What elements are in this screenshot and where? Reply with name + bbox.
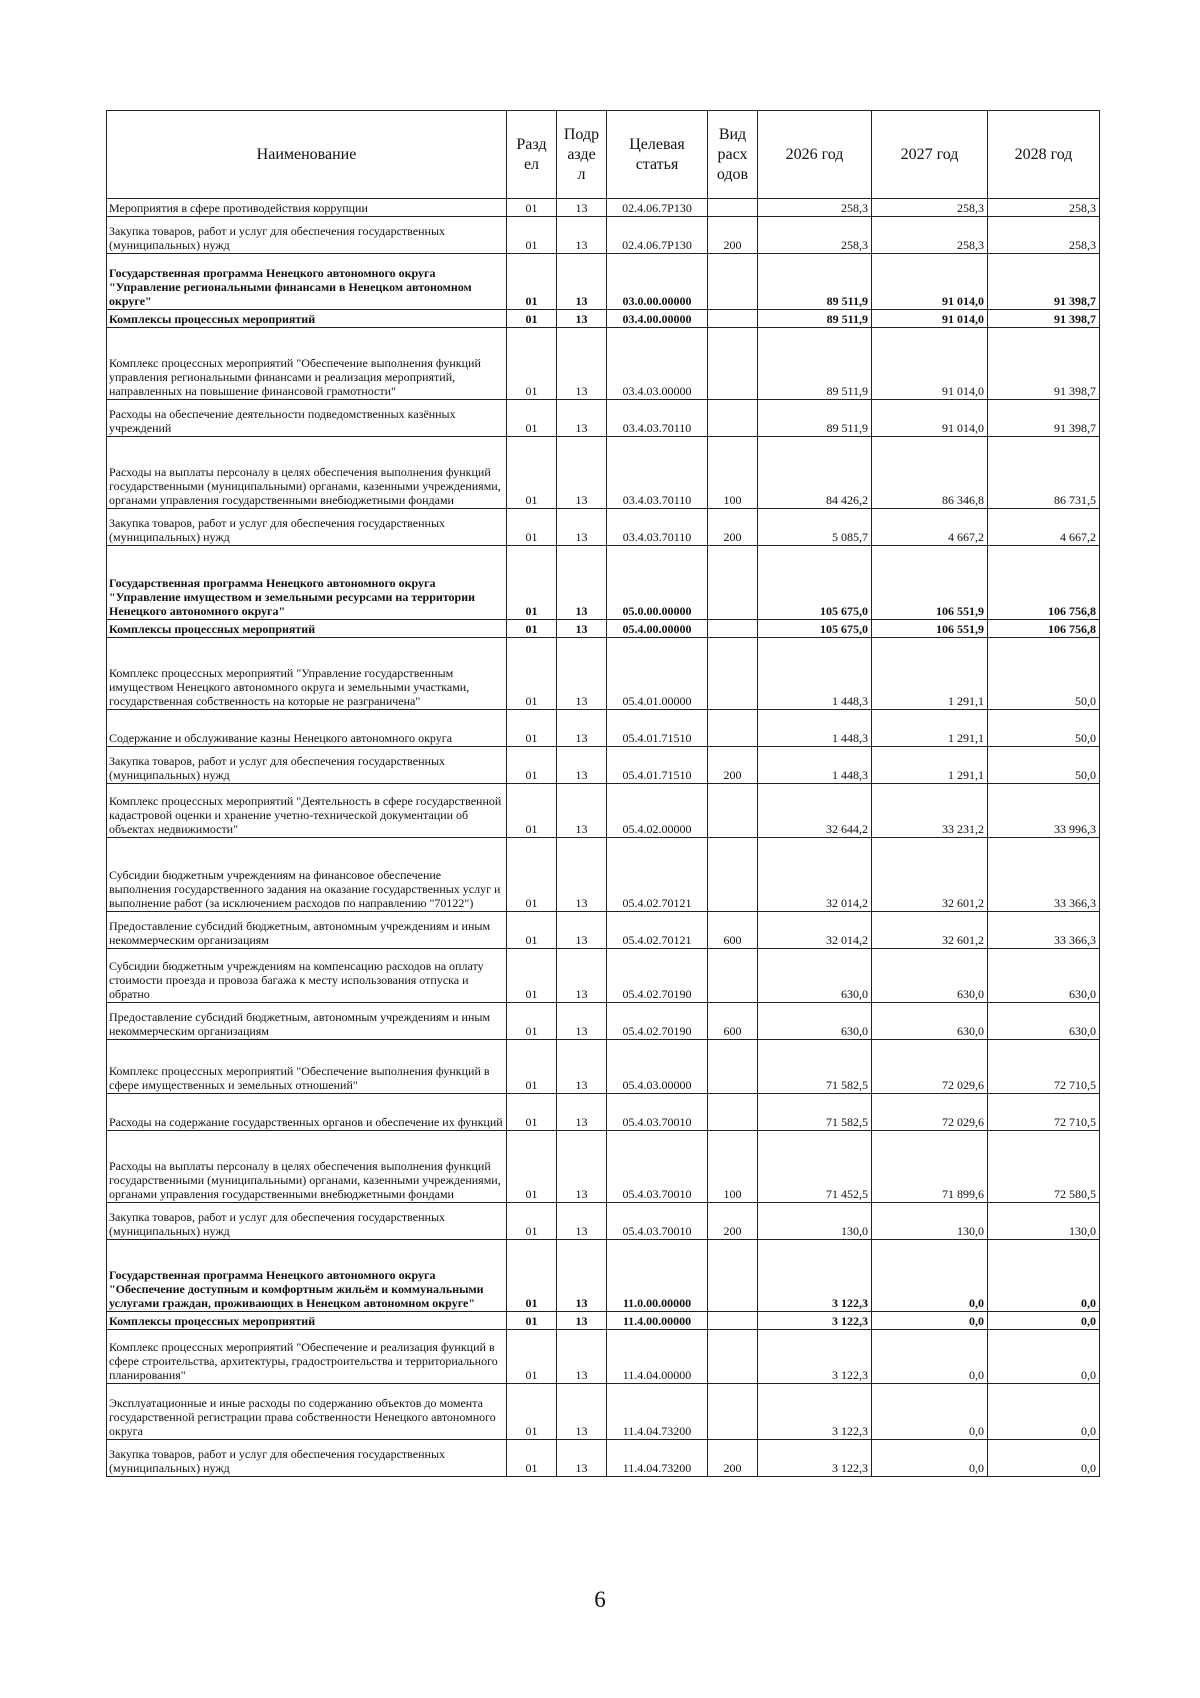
row-name: Расходы на обеспечение деятельности подведомственных казённых учреждений: [107, 400, 507, 437]
row-target-article: 05.4.01.71510: [607, 710, 708, 747]
row-target-article: 11.4.00.00000: [607, 1312, 708, 1330]
table-row: [107, 546, 1100, 620]
row-expense-type: 200: [708, 1440, 758, 1477]
row-name: Закупка товаров, работ и услуг для обеспечения государственных (муниципальных) нужд: [107, 1440, 507, 1477]
row-subsection: 13: [557, 400, 607, 437]
table-body: [107, 199, 1100, 1477]
row-section: 01: [507, 1312, 557, 1330]
row-value-2028: 50,0: [988, 747, 1100, 784]
row-name: Мероприятия в сфере противодействия коррупции: [107, 199, 507, 217]
row-target-article: 05.4.03.00000: [607, 1040, 708, 1094]
row-value-2028: 86 731,5: [988, 437, 1100, 509]
row-name: Государственная программа Ненецкого автономного округа "Управление региональными финансами в Ненецком автономном округе": [107, 254, 507, 310]
row-section: 01: [507, 710, 557, 747]
row-value-2027: 0,0: [872, 1330, 988, 1384]
row-name: Закупка товаров, работ и услуг для обеспечения государственных (муниципальных) нужд: [107, 747, 507, 784]
header-year-2026: 2026 год: [758, 111, 872, 199]
row-section: 01: [507, 199, 557, 217]
row-expense-type: 600: [708, 1003, 758, 1040]
row-name: Эксплуатационные и иные расходы по содержанию объектов до момента государственной регистрации права собственности Ненецкого автономного округа: [107, 1384, 507, 1440]
row-name: Субсидии бюджетным учреждениям на финансовое обеспечение выполнения государственного задания на оказание государственных услуг и выполнение работ (за исключением расходов по направлению "70122"): [107, 838, 507, 912]
row-section: 01: [507, 784, 557, 838]
row-value-2026: 89 511,9: [758, 328, 872, 400]
row-subsection: 13: [557, 620, 607, 638]
row-value-2028: 72 710,5: [988, 1040, 1100, 1094]
table-row: [107, 217, 1100, 254]
row-subsection: 13: [557, 310, 607, 328]
row-expense-type: 200: [708, 217, 758, 254]
row-target-article: 11.4.04.73200: [607, 1384, 708, 1440]
row-target-article: 03.4.03.00000: [607, 328, 708, 400]
page-number: 6: [594, 1587, 606, 1612]
row-value-2028: 0,0: [988, 1240, 1100, 1312]
row-value-2027: 71 899,6: [872, 1131, 988, 1203]
row-value-2028: 72 580,5: [988, 1131, 1100, 1203]
row-target-article: 05.4.01.71510: [607, 747, 708, 784]
row-subsection: 13: [557, 254, 607, 310]
row-expense-type: [708, 546, 758, 620]
table-row: [107, 328, 1100, 400]
row-section: 01: [507, 217, 557, 254]
row-value-2026: 630,0: [758, 949, 872, 1003]
row-value-2028: 91 398,7: [988, 254, 1100, 310]
row-value-2028: 50,0: [988, 710, 1100, 747]
table-row: [107, 1330, 1100, 1384]
row-value-2026: 1 448,3: [758, 710, 872, 747]
row-name: Комплексы процессных мероприятий: [107, 1312, 507, 1330]
row-target-article: 05.4.03.70010: [607, 1094, 708, 1131]
row-section: 01: [507, 546, 557, 620]
row-section: 01: [507, 1094, 557, 1131]
row-value-2026: 105 675,0: [758, 620, 872, 638]
row-value-2028: 630,0: [988, 949, 1100, 1003]
table-row: [107, 1203, 1100, 1240]
row-value-2026: 32 644,2: [758, 784, 872, 838]
row-value-2027: 1 291,1: [872, 747, 988, 784]
row-section: 01: [507, 310, 557, 328]
row-value-2027: 86 346,8: [872, 437, 988, 509]
table-row: [107, 1240, 1100, 1312]
row-value-2028: 258,3: [988, 217, 1100, 254]
row-value-2027: 0,0: [872, 1440, 988, 1477]
row-name: Комплексы процессных мероприятий: [107, 310, 507, 328]
table-row: [107, 838, 1100, 912]
row-value-2026: 71 452,5: [758, 1131, 872, 1203]
row-subsection: 13: [557, 638, 607, 710]
row-value-2028: 0,0: [988, 1384, 1100, 1440]
header-name: Наименование: [107, 111, 507, 199]
row-expense-type: [708, 328, 758, 400]
row-subsection: 13: [557, 217, 607, 254]
header-target-article: Целевая статья: [607, 111, 708, 199]
row-value-2028: 4 667,2: [988, 509, 1100, 546]
row-subsection: 13: [557, 912, 607, 949]
row-value-2027: 91 014,0: [872, 400, 988, 437]
row-subsection: 13: [557, 1384, 607, 1440]
table-row: [107, 747, 1100, 784]
row-target-article: 03.4.03.70110: [607, 437, 708, 509]
row-name: Субсидии бюджетным учреждениям на компенсацию расходов на оплату стоимости проезда и провоза багажа к месту использования отпуска и обратно: [107, 949, 507, 1003]
table-row: [107, 400, 1100, 437]
row-section: 01: [507, 1131, 557, 1203]
row-subsection: 13: [557, 546, 607, 620]
row-value-2027: 130,0: [872, 1203, 988, 1240]
row-subsection: 13: [557, 1203, 607, 1240]
row-subsection: 13: [557, 747, 607, 784]
row-expense-type: [708, 254, 758, 310]
row-subsection: 13: [557, 1240, 607, 1312]
row-subsection: 13: [557, 1040, 607, 1094]
row-subsection: 13: [557, 199, 607, 217]
row-subsection: 13: [557, 838, 607, 912]
row-value-2026: 3 122,3: [758, 1440, 872, 1477]
row-expense-type: [708, 638, 758, 710]
row-name: Закупка товаров, работ и услуг для обеспечения государственных (муниципальных) нужд: [107, 509, 507, 546]
row-value-2026: 258,3: [758, 199, 872, 217]
row-expense-type: 600: [708, 912, 758, 949]
row-expense-type: [708, 1040, 758, 1094]
row-value-2026: 3 122,3: [758, 1240, 872, 1312]
row-expense-type: [708, 1240, 758, 1312]
row-target-article: 05.4.02.00000: [607, 784, 708, 838]
row-value-2028: 50,0: [988, 638, 1100, 710]
row-subsection: 13: [557, 1440, 607, 1477]
row-subsection: 13: [557, 1330, 607, 1384]
row-value-2027: 630,0: [872, 949, 988, 1003]
row-expense-type: [708, 710, 758, 747]
row-value-2026: 84 426,2: [758, 437, 872, 509]
row-value-2026: 71 582,5: [758, 1040, 872, 1094]
row-target-article: 11.4.04.73200: [607, 1440, 708, 1477]
row-subsection: 13: [557, 1131, 607, 1203]
row-value-2026: 105 675,0: [758, 546, 872, 620]
row-expense-type: [708, 400, 758, 437]
row-value-2027: 106 551,9: [872, 546, 988, 620]
row-value-2027: 33 231,2: [872, 784, 988, 838]
row-value-2028: 130,0: [988, 1203, 1100, 1240]
row-expense-type: [708, 838, 758, 912]
row-target-article: 05.4.03.70010: [607, 1203, 708, 1240]
row-value-2026: 630,0: [758, 1003, 872, 1040]
row-value-2028: 91 398,7: [988, 328, 1100, 400]
table-row: [107, 784, 1100, 838]
table-row: [107, 1131, 1100, 1203]
table-row: [107, 1312, 1100, 1330]
table-header-row: [107, 111, 1100, 199]
row-value-2028: 0,0: [988, 1312, 1100, 1330]
row-name: Комплекс процессных мероприятий "Обеспечение и реализация функций в сфере строительства, архитектуры, градостроительства и территориального планирования": [107, 1330, 507, 1384]
row-value-2027: 258,3: [872, 199, 988, 217]
row-subsection: 13: [557, 328, 607, 400]
table-row: [107, 437, 1100, 509]
row-target-article: 11.4.04.00000: [607, 1330, 708, 1384]
row-value-2028: 33 366,3: [988, 838, 1100, 912]
row-expense-type: [708, 1384, 758, 1440]
row-target-article: 03.0.00.00000: [607, 254, 708, 310]
row-value-2026: 89 511,9: [758, 400, 872, 437]
table-row: [107, 199, 1100, 217]
row-value-2028: 33 996,3: [988, 784, 1100, 838]
row-section: 01: [507, 1003, 557, 1040]
row-target-article: 05.0.00.00000: [607, 546, 708, 620]
row-value-2027: 32 601,2: [872, 912, 988, 949]
row-target-article: 02.4.06.7Р130: [607, 217, 708, 254]
row-expense-type: 200: [708, 1203, 758, 1240]
table-row: [107, 310, 1100, 328]
header-year-2028: 2028 год: [988, 111, 1100, 199]
row-expense-type: [708, 1094, 758, 1131]
row-expense-type: 100: [708, 1131, 758, 1203]
row-expense-type: [708, 949, 758, 1003]
table-row: [107, 620, 1100, 638]
row-value-2026: 3 122,3: [758, 1312, 872, 1330]
row-value-2028: 33 366,3: [988, 912, 1100, 949]
row-expense-type: [708, 620, 758, 638]
row-name: Закупка товаров, работ и услуг для обеспечения государственных (муниципальных) нужд: [107, 1203, 507, 1240]
row-expense-type: [708, 1330, 758, 1384]
row-section: 01: [507, 838, 557, 912]
row-value-2027: 0,0: [872, 1240, 988, 1312]
row-value-2026: 3 122,3: [758, 1384, 872, 1440]
row-expense-type: [708, 784, 758, 838]
row-name: Расходы на выплаты персоналу в целях обеспечения выполнения функций государственными (муниципальными) органами, казенными учреждениями, органами управления государственными внебюджетными фондами: [107, 437, 507, 509]
row-value-2026: 130,0: [758, 1203, 872, 1240]
row-value-2026: 3 122,3: [758, 1330, 872, 1384]
row-section: 01: [507, 254, 557, 310]
row-target-article: 02.4.06.7Р130: [607, 199, 708, 217]
row-section: 01: [507, 1330, 557, 1384]
table-row: [107, 254, 1100, 310]
row-value-2026: 1 448,3: [758, 747, 872, 784]
row-name: Комплекс процессных мероприятий "Управление государственным имуществом Ненецкого автономного округа и земельными участками, государственная собственность на которые не разграничена": [107, 638, 507, 710]
row-target-article: 05.4.03.70010: [607, 1131, 708, 1203]
row-value-2027: 72 029,6: [872, 1040, 988, 1094]
row-name: Предоставление субсидий бюджетным, автономным учреждениям и иным некоммерческим организациям: [107, 912, 507, 949]
table-row: [107, 1003, 1100, 1040]
row-name: Комплекс процессных мероприятий "Обеспечение выполнения функций управления региональными финансами и реализация мероприятий, направленных на повышение финансовой грамотности": [107, 328, 507, 400]
row-target-article: 05.4.02.70190: [607, 1003, 708, 1040]
header-year-2027: 2027 год: [872, 111, 988, 199]
row-value-2027: 630,0: [872, 1003, 988, 1040]
row-value-2027: 91 014,0: [872, 328, 988, 400]
row-value-2027: 258,3: [872, 217, 988, 254]
row-name: Комплекс процессных мероприятий "Обеспечение выполнения функций в сфере имущественных и земельных отношений": [107, 1040, 507, 1094]
row-subsection: 13: [557, 949, 607, 1003]
row-value-2027: 1 291,1: [872, 710, 988, 747]
row-value-2026: 258,3: [758, 217, 872, 254]
row-section: 01: [507, 437, 557, 509]
table-row: [107, 1384, 1100, 1440]
row-section: 01: [507, 1240, 557, 1312]
row-value-2027: 4 667,2: [872, 509, 988, 546]
row-value-2027: 0,0: [872, 1384, 988, 1440]
row-expense-type: 200: [708, 747, 758, 784]
row-target-article: 05.4.02.70121: [607, 838, 708, 912]
row-name: Содержание и обслуживание казны Ненецкого автономного округа: [107, 710, 507, 747]
row-value-2026: 32 014,2: [758, 838, 872, 912]
table-row: [107, 912, 1100, 949]
row-value-2028: 258,3: [988, 199, 1100, 217]
table-row: [107, 1040, 1100, 1094]
row-target-article: 11.0.00.00000: [607, 1240, 708, 1312]
row-section: 01: [507, 509, 557, 546]
row-name: Расходы на содержание государственных органов и обеспечение их функций: [107, 1094, 507, 1131]
row-expense-type: [708, 1312, 758, 1330]
row-section: 01: [507, 328, 557, 400]
row-section: 01: [507, 747, 557, 784]
row-target-article: 05.4.02.70190: [607, 949, 708, 1003]
header-expense-type: Вид расх одов: [708, 111, 758, 199]
row-value-2027: 106 551,9: [872, 620, 988, 638]
row-name: Предоставление субсидий бюджетным, автономным учреждениям и иным некоммерческим организациям: [107, 1003, 507, 1040]
row-name: Расходы на выплаты персоналу в целях обеспечения выполнения функций государственными (муниципальными) органами, казенными учреждениями, органами управления государственными внебюджетными фондами: [107, 1131, 507, 1203]
row-section: 01: [507, 638, 557, 710]
table-row: [107, 1094, 1100, 1131]
row-value-2027: 0,0: [872, 1312, 988, 1330]
row-section: 01: [507, 1440, 557, 1477]
row-value-2026: 32 014,2: [758, 912, 872, 949]
row-target-article: 03.4.00.00000: [607, 310, 708, 328]
row-section: 01: [507, 400, 557, 437]
row-value-2028: 0,0: [988, 1330, 1100, 1384]
row-value-2026: 1 448,3: [758, 638, 872, 710]
row-expense-type: [708, 310, 758, 328]
header-subsection: Подр азде л: [557, 111, 607, 199]
row-target-article: 03.4.03.70110: [607, 509, 708, 546]
row-value-2028: 91 398,7: [988, 400, 1100, 437]
row-name: Комплекс процессных мероприятий "Деятельность в сфере государственной кадастровой оценки и хранение учетно-технической документации об объектах недвижимости": [107, 784, 507, 838]
row-target-article: 05.4.01.00000: [607, 638, 708, 710]
row-subsection: 13: [557, 1312, 607, 1330]
row-value-2027: 32 601,2: [872, 838, 988, 912]
table-row: [107, 1440, 1100, 1477]
row-value-2028: 91 398,7: [988, 310, 1100, 328]
row-name: Государственная программа Ненецкого автономного округа "Управление имуществом и земельными ресурсами на территории Ненецкого автономного округа": [107, 546, 507, 620]
header-section: Разд ел: [507, 111, 557, 199]
row-target-article: 03.4.03.70110: [607, 400, 708, 437]
table-row: [107, 638, 1100, 710]
row-value-2027: 72 029,6: [872, 1094, 988, 1131]
row-subsection: 13: [557, 509, 607, 546]
row-section: 01: [507, 949, 557, 1003]
row-value-2027: 91 014,0: [872, 254, 988, 310]
row-section: 01: [507, 912, 557, 949]
row-expense-type: 100: [708, 437, 758, 509]
row-value-2027: 91 014,0: [872, 310, 988, 328]
row-subsection: 13: [557, 437, 607, 509]
row-value-2026: 5 085,7: [758, 509, 872, 546]
row-expense-type: 200: [708, 509, 758, 546]
budget-table: [106, 110, 1100, 1477]
row-name: Государственная программа Ненецкого автономного округа "Обеспечение доступным и комфортным жильём и коммунальными услугами граждан, проживающих в Ненецком автономном округе": [107, 1240, 507, 1312]
row-section: 01: [507, 1040, 557, 1094]
row-target-article: 05.4.02.70121: [607, 912, 708, 949]
row-value-2028: 630,0: [988, 1003, 1100, 1040]
row-section: 01: [507, 1384, 557, 1440]
row-subsection: 13: [557, 710, 607, 747]
row-expense-type: [708, 199, 758, 217]
row-subsection: 13: [557, 1094, 607, 1131]
row-section: 01: [507, 620, 557, 638]
row-name: Комплексы процессных мероприятий: [107, 620, 507, 638]
row-value-2026: 89 511,9: [758, 254, 872, 310]
row-value-2028: 0,0: [988, 1440, 1100, 1477]
row-name: Закупка товаров, работ и услуг для обеспечения государственных (муниципальных) нужд: [107, 217, 507, 254]
row-subsection: 13: [557, 1003, 607, 1040]
row-subsection: 13: [557, 784, 607, 838]
row-value-2026: 89 511,9: [758, 310, 872, 328]
row-value-2028: 72 710,5: [988, 1094, 1100, 1131]
table-row: [107, 949, 1100, 1003]
row-target-article: 05.4.00.00000: [607, 620, 708, 638]
table-row: [107, 509, 1100, 546]
table-row: [107, 710, 1100, 747]
row-value-2028: 106 756,8: [988, 546, 1100, 620]
row-value-2026: 71 582,5: [758, 1094, 872, 1131]
row-section: 01: [507, 1203, 557, 1240]
row-value-2027: 1 291,1: [872, 638, 988, 710]
row-value-2028: 106 756,8: [988, 620, 1100, 638]
